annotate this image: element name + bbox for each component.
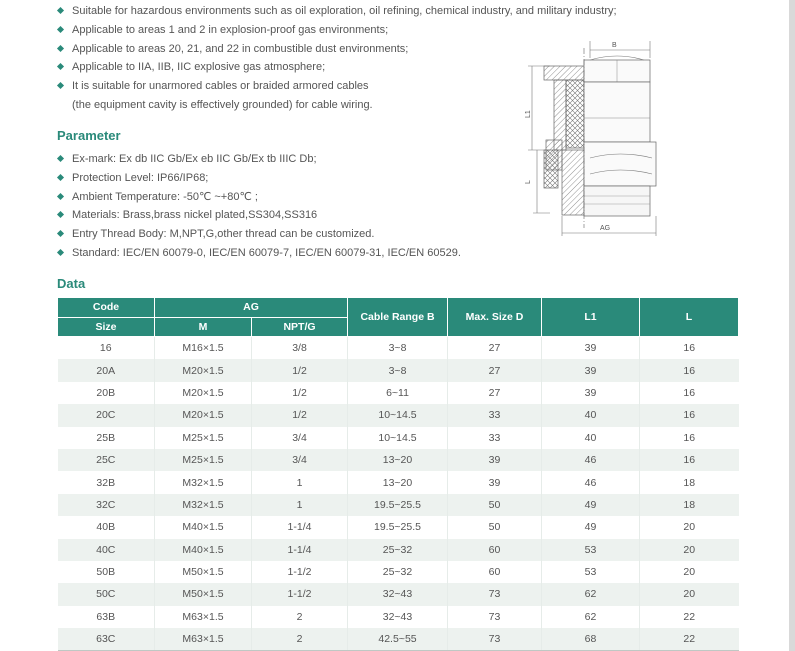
cell-npt: 1-1/4 xyxy=(252,539,348,561)
cell-size: 50C xyxy=(58,583,155,605)
cell-l1: 46 xyxy=(542,471,640,493)
cell-cable-range: 10~14.5 xyxy=(348,427,448,449)
cell-l: 16 xyxy=(640,427,739,449)
cell-max-size: 73 xyxy=(448,606,542,628)
feature-item: Applicable to IIA, IIB, IIC explosive gas atmosphere; xyxy=(58,58,617,77)
cell-l1: 49 xyxy=(542,494,640,516)
cell-m: M25×1.5 xyxy=(155,427,252,449)
cell-npt: 1/2 xyxy=(252,382,348,404)
cell-l1: 39 xyxy=(542,359,640,381)
table-row xyxy=(58,539,739,561)
parameter-list xyxy=(58,150,461,263)
cell-l: 20 xyxy=(640,516,739,538)
cell-max-size: 39 xyxy=(448,449,542,471)
table-row xyxy=(58,494,739,516)
cell-npt: 3/4 xyxy=(252,427,348,449)
cell-m: M20×1.5 xyxy=(155,359,252,381)
table-body xyxy=(58,337,739,651)
header-l: L xyxy=(640,298,739,337)
cell-m: M63×1.5 xyxy=(155,628,252,651)
parameter-heading: Parameter xyxy=(57,128,121,143)
cell-l: 16 xyxy=(640,404,739,426)
cell-l1: 39 xyxy=(542,337,640,360)
cell-l: 18 xyxy=(640,471,739,493)
cell-m: M63×1.5 xyxy=(155,606,252,628)
header-ag: AG xyxy=(155,298,348,318)
cell-cable-range: 3~8 xyxy=(348,359,448,381)
header-l1: L1 xyxy=(542,298,640,337)
cell-cable-range: 19.5~25.5 xyxy=(348,516,448,538)
cell-m: M40×1.5 xyxy=(155,539,252,561)
cell-l: 16 xyxy=(640,382,739,404)
cell-npt: 3/8 xyxy=(252,337,348,360)
cell-l: 16 xyxy=(640,449,739,471)
cell-l1: 49 xyxy=(542,516,640,538)
cell-max-size: 27 xyxy=(448,382,542,404)
table-row xyxy=(58,583,739,605)
table-row xyxy=(58,606,739,628)
cell-npt: 1-1/2 xyxy=(252,561,348,583)
header-npt: NPT/G xyxy=(252,317,348,337)
cell-size: 20B xyxy=(96,386,116,399)
cell-npt: 2 xyxy=(252,606,348,628)
cell-l: 22 xyxy=(640,628,739,651)
table-row xyxy=(58,404,739,426)
table-row xyxy=(58,628,739,651)
cell-m: M50×1.5 xyxy=(155,561,252,583)
cell-l: 16 xyxy=(640,359,739,381)
cell-m: M16×1.5 xyxy=(155,337,252,360)
cell-size: 40B xyxy=(96,521,116,534)
cell-size: 63B xyxy=(96,610,116,623)
dimension-label-ag: AG xyxy=(600,225,611,232)
cell-max-size: 27 xyxy=(448,337,542,360)
cell-l1: 53 xyxy=(542,539,640,561)
bullet-diamond-icon xyxy=(57,249,64,256)
data-heading: Data xyxy=(57,276,86,291)
cell-npt: 1/2 xyxy=(252,404,348,426)
cell-npt: 3/4 xyxy=(252,449,348,471)
header-code: Code xyxy=(58,298,155,318)
parameter-item: Ex-mark: Ex db IIC Gb/Ex eb IIC Gb/Ex tb IIIC Db; xyxy=(58,150,461,169)
cell-m: M32×1.5 xyxy=(155,494,252,516)
dimension-label-l1: L1 xyxy=(525,110,532,118)
cell-l: 20 xyxy=(640,561,739,583)
cell-max-size: 73 xyxy=(448,583,542,605)
cell-size: 32C xyxy=(58,494,155,516)
table-row xyxy=(58,561,739,583)
cell-l1: 62 xyxy=(542,606,640,628)
cell-max-size: 60 xyxy=(448,561,542,583)
cell-size: 20A xyxy=(58,359,155,381)
feature-item: Applicable to areas 1 and 2 in explosion-proof gas environments; xyxy=(58,21,617,40)
cell-l: 18 xyxy=(640,494,739,516)
specification-table xyxy=(57,297,739,651)
cell-cable-range: 42.5~55 xyxy=(348,628,448,651)
cell-l1: 53 xyxy=(542,561,640,583)
cell-max-size: 50 xyxy=(448,516,542,538)
parameter-item: Materials: Brass,brass nickel plated,SS304,SS316 xyxy=(58,206,461,225)
cell-l1: 40 xyxy=(542,404,640,426)
cell-size: 32B xyxy=(96,476,116,489)
cell-m: M20×1.5 xyxy=(155,382,252,404)
cell-max-size: 60 xyxy=(448,539,542,561)
cell-size: 16 xyxy=(99,342,112,355)
bullet-diamond-icon xyxy=(57,82,64,89)
cell-npt: 1-1/2 xyxy=(252,583,348,605)
cell-m: M20×1.5 xyxy=(155,404,252,426)
cell-m: M32×1.5 xyxy=(155,471,252,493)
cell-max-size: 39 xyxy=(448,471,542,493)
cell-cable-range: 32~43 xyxy=(348,583,448,605)
feature-item: Suitable for hazardous environments such as oil exploration, oil refining, chemical industry, and military industry; xyxy=(58,2,617,21)
cell-m: M25×1.5 xyxy=(155,449,252,471)
bullet-diamond-icon xyxy=(57,26,64,33)
cell-l1: 68 xyxy=(542,628,640,651)
page-right-border xyxy=(789,0,795,651)
cell-cable-range: 13~20 xyxy=(348,471,448,493)
cell-cable-range: 25~32 xyxy=(348,539,448,561)
cell-size: 40C xyxy=(58,539,155,561)
cell-size: 25B xyxy=(96,431,116,444)
parameter-item: Ambient Temperature: -50℃ ~+80℃ ; xyxy=(58,188,461,207)
bullet-diamond-icon xyxy=(57,45,64,52)
dimension-label-b: B xyxy=(612,42,617,49)
bullet-diamond-icon xyxy=(57,193,64,200)
cell-size: 63C xyxy=(58,628,155,651)
cell-max-size: 73 xyxy=(448,628,542,651)
cell-cable-range: 19.5~25.5 xyxy=(348,494,448,516)
cell-npt: 1 xyxy=(252,471,348,493)
cell-size: 50B xyxy=(96,566,116,579)
cell-l1: 62 xyxy=(542,583,640,605)
bullet-diamond-icon xyxy=(57,63,64,70)
parameter-item: Entry Thread Body: M,NPT,G,other thread can be customized. xyxy=(58,225,461,244)
cable-gland-technical-drawing xyxy=(520,38,660,238)
cell-size: 25C xyxy=(58,449,155,471)
cell-npt: 1/2 xyxy=(252,359,348,381)
parameter-item: Standard: IEC/EN 60079-0, IEC/EN 60079-7, IEC/EN 60079-31, IEC/EN 60529. xyxy=(58,244,461,263)
cell-npt: 2 xyxy=(252,628,348,651)
cell-l: 20 xyxy=(640,583,739,605)
dimension-label-l: L xyxy=(525,180,532,184)
cell-max-size: 27 xyxy=(448,359,542,381)
feature-item: Applicable to areas 20, 21, and 22 in combustible dust environments; xyxy=(58,40,617,59)
cell-cable-range: 32~43 xyxy=(348,606,448,628)
cell-cable-range: 25~32 xyxy=(348,561,448,583)
cell-l: 20 xyxy=(640,539,739,561)
header-cable-range: Cable Range B xyxy=(348,298,448,337)
table-row xyxy=(58,471,739,493)
cell-m: M50×1.5 xyxy=(155,583,252,605)
cell-cable-range: 13~20 xyxy=(348,449,448,471)
feature-item: It is suitable for unarmored cables or braided armored cables xyxy=(58,77,617,96)
cell-l1: 40 xyxy=(542,427,640,449)
cell-l1: 46 xyxy=(542,449,640,471)
cell-l1: 39 xyxy=(542,382,640,404)
bullet-diamond-icon xyxy=(57,174,64,181)
cell-size: 20C xyxy=(58,404,155,426)
header-m: M xyxy=(155,317,252,337)
header-size: Size xyxy=(58,317,155,337)
header-max-size: Max. Size D xyxy=(448,298,542,337)
bullet-diamond-icon xyxy=(57,155,64,162)
cell-l: 22 xyxy=(640,606,739,628)
cell-npt: 1-1/4 xyxy=(252,516,348,538)
table-row xyxy=(58,359,739,381)
cell-l: 16 xyxy=(640,337,739,360)
table-row xyxy=(58,516,739,538)
cell-cable-range: 3~8 xyxy=(348,337,448,360)
cell-max-size: 33 xyxy=(448,404,542,426)
cell-cable-range: 6~11 xyxy=(348,382,448,404)
bullet-diamond-icon xyxy=(57,211,64,218)
cell-cable-range: 10~14.5 xyxy=(348,404,448,426)
table-row xyxy=(58,449,739,471)
table-row xyxy=(58,382,739,404)
cell-max-size: 50 xyxy=(448,494,542,516)
cell-m: M40×1.5 xyxy=(155,516,252,538)
table-row xyxy=(58,427,739,449)
cell-npt: 1 xyxy=(252,494,348,516)
feature-item-continuation: (the equipment cavity is effectively grounded) for cable wiring. xyxy=(72,98,373,111)
parameter-item: Protection Level: IP66/IP68; xyxy=(58,169,461,188)
bullet-diamond-icon xyxy=(57,230,64,237)
cell-max-size: 33 xyxy=(448,427,542,449)
bullet-diamond-icon xyxy=(57,7,64,14)
table-row xyxy=(58,337,739,360)
